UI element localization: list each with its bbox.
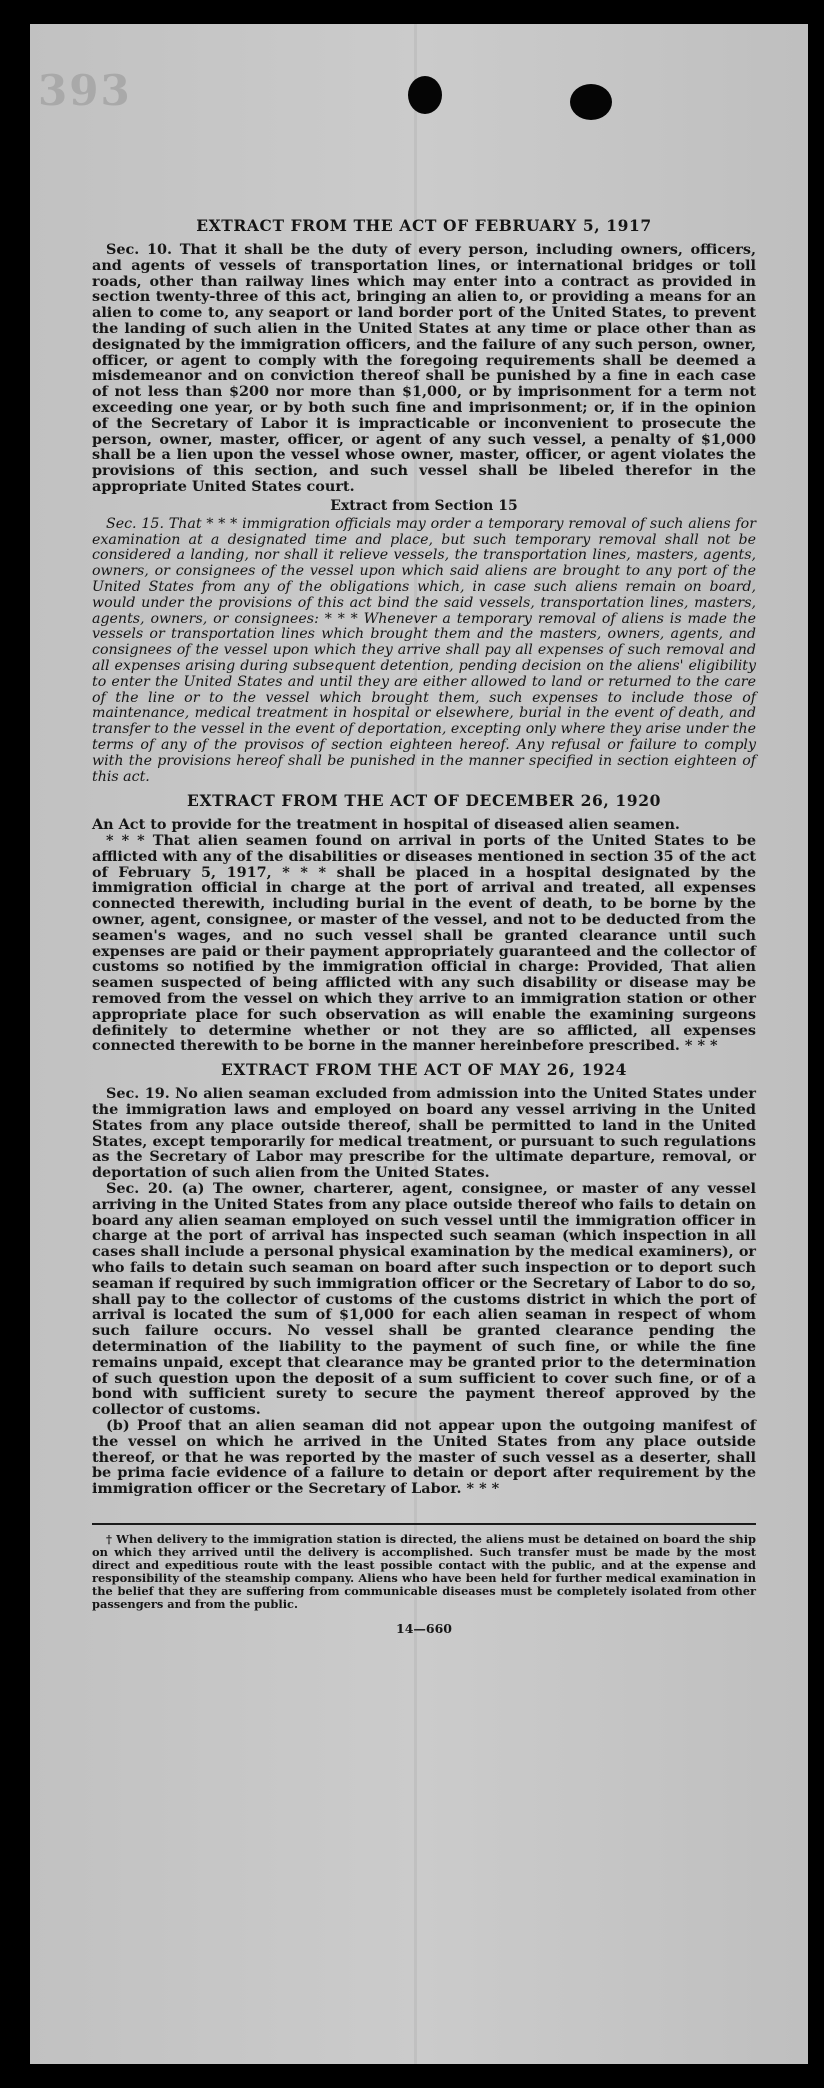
form-number: 14—660 (396, 1620, 452, 1636)
footnote-text: † When delivery to the immigration station is directed, the aliens must be detained on board the ship on which they arrived until the delivery is accomplished. Such transfer must be made by the most direct and expeditious route with the least possible contact with the public, and at the expense and responsibility of the steamship company. Aliens who have been held for further medical examination in the belief that they are suffering from communicable diseases must be completely isolated from other passengers and from the public. (92, 1531, 756, 1611)
section-15-paragraph: Sec. 15. That * * * immigration officials may order a temporary removal of such aliens for examination at a designated time and place, but such temporary removal shall not be considered a landing, nor shall it relieve vessels, the transportation lines, masters, agents, owners, or consignees of the vessel upon which said aliens are brought to any port of the United States from any of the obligations which, in case such aliens remain on board, would under the provisions of this act bind the said vessels, transportation lines, masters, agents, owners, or consignees: * * * Whenever a temporary removal of aliens is made the vessels or transportation lines which brought them and the masters, owners, agents, and consignees of the vessel upon which they arrive shall pay all expenses of such removal and all expenses arising during subsequent detention, pending decision on the aliens' eligibility to enter the United States and until they are either allowed to land or returned to the care of the line or to the vessel which brought them, such expenses to include those of maintenance, medical treatment in hospital or elsewhere, burial in the event of death, and transfer to the vessel in the event of deportation, excepting only where they arise under the terms of any of the provisos of section eighteen hereof. Any refusal or failure to comply with the provisions hereof shall be punished in the manner specified in section eighteen of this act. (92, 515, 756, 785)
section-19-paragraph: Sec. 19. No alien seaman excluded from admission into the United States under the immigration laws and employed on board any vessel arriving in the United States from any place outside thereof, shall be permitted to land in the United States, except temporarily for medical treatment, or pursuant to such regulations as the Secretary of Labor may prescribe for the ultimate departure, removal, or deportation of such alien from the United States. (92, 1085, 756, 1182)
punch-hole-right (570, 84, 612, 120)
footnote-divider (92, 1523, 756, 1525)
section-heading: EXTRACT FROM THE ACT OF MAY 26, 1924 (220, 1060, 628, 1080)
document-page (30, 24, 808, 2064)
section-20b-paragraph: (b) Proof that an alien seaman did not appear upon the outgoing manifest of the vessel on which he arrived in the United States from any place outside thereof, or that he was reported by the master of such vessel as a deserter, shall be prima facie evidence of a failure to detain or deport after requirement by the immigration officer or the Secretary of Labor. * * * (92, 1416, 756, 1498)
act-body-paragraph: * * * That alien seamen found on arrival in ports of the United States to be afflicted with any of the disabilities or diseases mentioned in section 35 of the act of February 5, 1917, * * * shall be placed in a hospital designated by the immigration official in charge at the port of arrival and treated, all expenses connected therewith, including burial in the event of death, to be borne by the owner, agent, consignee, or master of the vessel, and not to be deducted from the seamen's wages, and no such vessel shall be granted clearance until such expenses are paid or their payment appropriately guaranteed and the collector of customs so notified by the immigration official in charge: Provided, That alien seamen suspected of being afflicted with any such disability or disease may be removed from the vessel on which they arrive to an immigration station or other appropriate place for such observation as will enable the examining surgeons definitely to determine whether or not they are so afflicted, all expenses connected therewith to be borne in the manner hereinbefore prescribed. * * * (92, 832, 756, 1055)
section-10-paragraph: Sec. 10. That it shall be the duty of every person, including owners, officers, and agents of vessels of transportation lines, or international bridges or toll roads, other than railway lines which may enter into a contract as provided in section twenty-three of this act, bringing an alien to, or providing a means for an alien to come to, any seaport or land border port of the United States, to prevent the landing of such alien in the United States at any time or place other than as designated by the immigration officers, and the failure of any such person, owner, officer, or agent to comply with the foregoing requirements shall be deemed a misdemeanor and on conviction thereof shall be punished by a fine in each case of not less than $200 nor more than $1,000, or by imprisonment for a term not exceeding one year, or by both such fine and imprisonment; or, if in the opinion of the Secretary of Labor it is impracticable or inconvenient to prosecute the person, owner, master, officer, or agent of any such vessel, a penalty of $1,000 shall be a lien upon the vessel whose owner, master, officer, or agent violates the provisions of this section, and such vessel shall be libeled therefor in the appropriate United States court. (92, 241, 756, 495)
act-title-paragraph: An Act to provide for the treatment in hospital of diseased alien seamen. (92, 816, 680, 834)
punch-hole-left (408, 76, 442, 114)
faded-corner-mark: 393 (38, 66, 132, 115)
section-20a-paragraph: Sec. 20. (a) The owner, charterer, agent, consignee, or master of any vessel arriving in the United States from any place outside thereof who fails to detain on board any alien seaman employed on such vessel until the immigration officer in charge at the port of arrival has inspected such seaman (which inspection in all cases shall include a personal physical examination by the medical examiners), or who fails to detain such seaman on board after such inspection or to deport such seaman if required by such immigration officer or the Secretary of Labor to do so, shall pay to the collector of customs of the customs district in which the port of arrival is located the sum of $1,000 for each alien seaman in respect of whom such failure occurs. No vessel shall be granted clearance pending the determination of the liability to the payment of such fine, or while the fine remains unpaid, except that clearance may be granted prior to the determination of such question upon the deposit of a sum sufficient to cover such fine, or of a bond with sufficient surety to secure the payment thereof approved by the collector of customs. (92, 1180, 756, 1419)
extract-section-15 (92, 497, 756, 786)
document-body (92, 210, 756, 1636)
section-heading: EXTRACT FROM THE ACT OF DECEMBER 26, 1920 (187, 791, 661, 811)
footnote-block (92, 1533, 756, 1611)
section-subheading: Extract from Section 15 (330, 497, 518, 514)
extract-may-1924 (92, 1060, 756, 1497)
extract-feb-1917 (92, 216, 756, 495)
extract-dec-1920 (92, 791, 756, 1054)
section-heading: EXTRACT FROM THE ACT OF FEBRUARY 5, 1917 (196, 216, 652, 235)
